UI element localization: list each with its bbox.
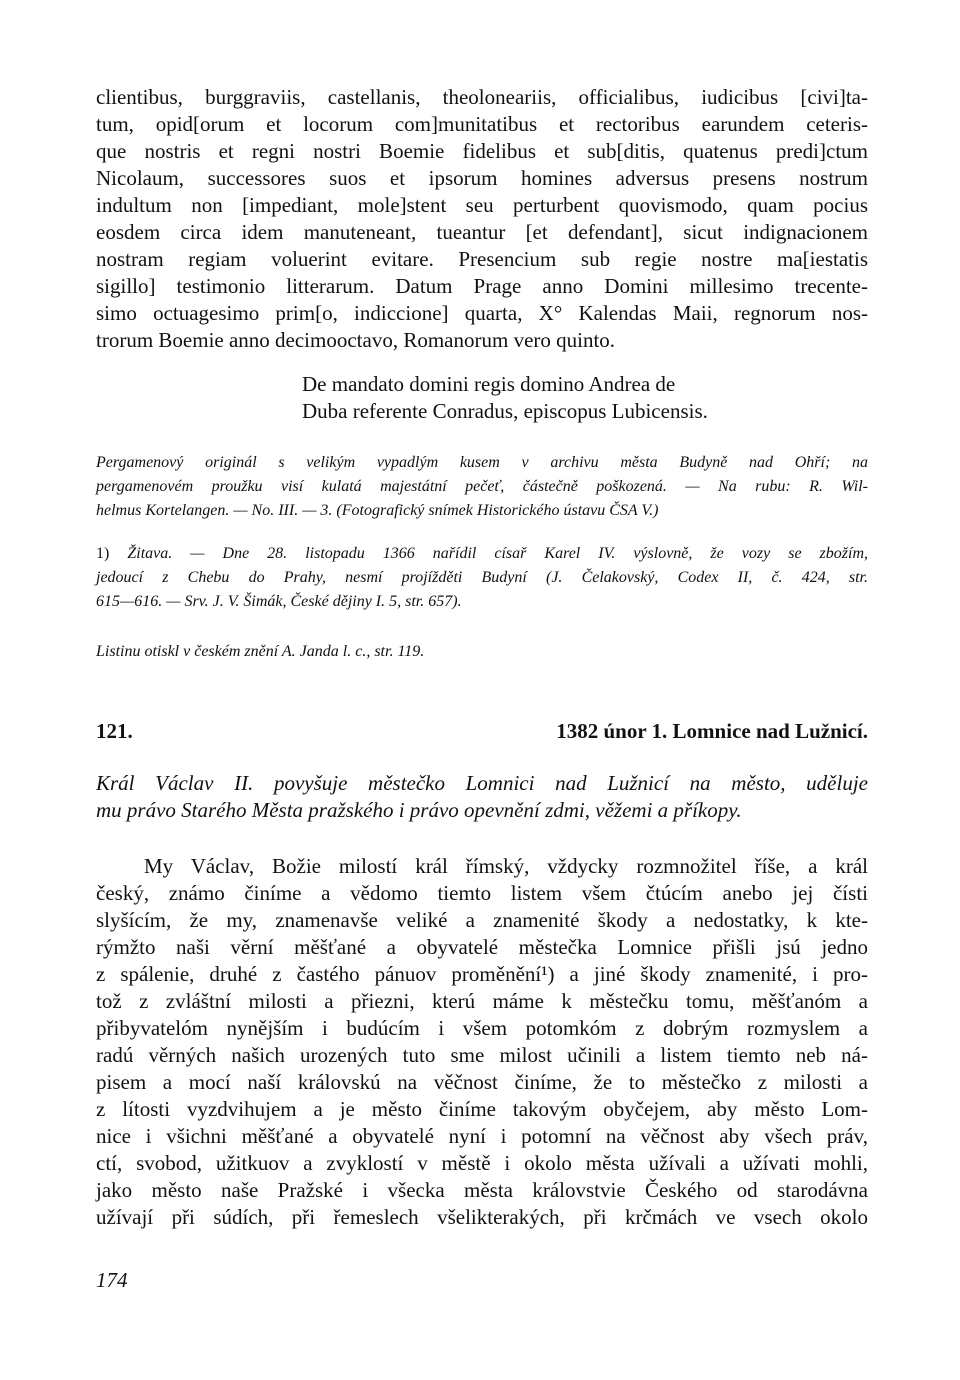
note-line: 615—616. — Srv. J. V. Šimák, České dějiny I. 5, str. 657). [96, 593, 462, 610]
note-line: Pergamenový originál s velikým vypadlým kusem v archivu města Budyně nad Ohří; na [96, 454, 868, 471]
regest [96, 770, 868, 824]
text-line: eosdem circa idem manuteneant, tueantur [et defendant], sicut indignacionem [96, 220, 868, 244]
source-note [96, 451, 868, 523]
text-line: sigillo] testimonio litterarum. Datum Prage anno Domini millesimo trecente- [96, 274, 868, 298]
text-line: que nostris et regni nostri Boemie fidelibus et sub[ditis, quatenus predi]ctum [96, 139, 868, 163]
text-line: tum, opid[orum et locorum com]munitatibus et rectoribus earundem ceteris- [96, 112, 868, 136]
text-line: trorum Boemie anno decimooctavo, Romanorum vero quinto. [96, 328, 616, 352]
text-line: Král Václav II. povyšuje městečko Lomnici nad Lužnicí na město, uděluje [96, 771, 868, 795]
text-line: z spálenie, druhé z častého pánuov proměnění¹) a jiné škody znamenité, i pro- [96, 962, 868, 986]
text-line: ctí, svobod, užitkuov a zvyklostí v městě i okolo města užívali a užívati mohli, [96, 1151, 868, 1175]
text-line: užívají při súdích, při řemeslech všelikterakých, při krčmách ve vsech okolo [96, 1205, 868, 1229]
footnote [96, 542, 868, 614]
note-line: jedoucí z Chebu do Prahy, nesmí projížděti Budyní (J. Čelakovský, Codex II, č. 424, str. [96, 569, 868, 586]
text-line: nostram regiam voluerint evitare. Presencium sub regie nostre ma[iestatis [96, 247, 868, 271]
text-line: z lítosti vyzdvihujem a je město činíme takovým obyčejem, aby město Lom- [96, 1097, 868, 1121]
text-line: radú věrných našich urozených tuto sme milost učinili a listem tiemto neb ná- [96, 1043, 868, 1067]
text-line: mu právo Starého Města pražského i právo opevnění zdmi, věžemi a příkopy. [96, 798, 742, 822]
text-line: český, známo činíme a vědomo tiemto listem všem čtúcím anebo jej čísti [96, 881, 868, 905]
page-number: 174 [96, 1268, 128, 1292]
text-line: indultum non [impediant, mole]stent seu perturbent quovismodo, quam pocius [96, 193, 868, 217]
text-line: nice i všichni měšťané a obyvatelé nyní i potomní na věčnost aby všech práv, [96, 1124, 868, 1148]
footnote-first-line [96, 542, 868, 566]
document-date-place: 1382 únor 1. Lomnice nad Lužnicí. [556, 719, 868, 743]
footnote-marker: 1) [96, 545, 110, 562]
text-line: Duba referente Conradus, episcopus Lubicensis. [302, 399, 708, 423]
latin-paragraph [96, 84, 868, 354]
text-line: clientibus, burggraviis, castellanis, theolonearііs, officialibus, iudicibus [civi]ta- [96, 85, 868, 109]
edition-note [96, 640, 868, 664]
text-line: De mandato domini regis domino Andrea de [302, 372, 676, 396]
note-line: helmus Kortelangen. — No. III. — 3. (Fotografický snímek Historického ústavu ČSA V.) [96, 502, 659, 519]
text-line: Nicolaum, successores suos et ipsorum homines adversus presens nostrum [96, 166, 868, 190]
chancery-signature [302, 371, 868, 425]
text-line: přibyvatelóm nynějším i budúcím i všem potomkóm z dobrým rozmyslem a [96, 1016, 868, 1040]
text-line: jako město naše Pražské i všecka města královstvie Českého od starodávna [96, 1178, 868, 1202]
document-number: 121. [96, 719, 133, 743]
document-heading [96, 719, 868, 749]
note-line: pergamenovém proužku visí kulatá majestátní pečeť, částečně poškozená. — Na rubu: R. Wil- [96, 478, 868, 495]
text-line: My Václav, Božie milostí král římský, vždycky rozmnožitel říše, a král [144, 854, 868, 878]
czech-paragraph [96, 853, 868, 1231]
text-line: slyšícím, že my, znamenavše veliké a znamenité škody a nedostatky, k kte- [96, 908, 868, 932]
text-line: pisem a mocí naší královskú na věčnost činíme, že to městečko z milosti a [96, 1070, 868, 1094]
text-line: simo octuagesimo prim[o, indiccione] quarta, X° Kalendas Maii, regnorum nos- [96, 301, 868, 325]
text-line: rýmžto naši věrní měšťané a obyvatelé městečka Lomnice přišli jsú jedno [96, 935, 868, 959]
text-line: tož z zvláštní milosti a přiezni, kterú máme k městečku tomu, měšťanóm a [96, 989, 868, 1013]
footnote-text: Žitava. — Dne 28. listopadu 1366 nařídil císař Karel IV. výslovně, že vozy se zbožím, [127, 545, 869, 562]
note-line: Listinu otiskl v českém znění A. Janda l. c., str. 119. [96, 643, 425, 660]
